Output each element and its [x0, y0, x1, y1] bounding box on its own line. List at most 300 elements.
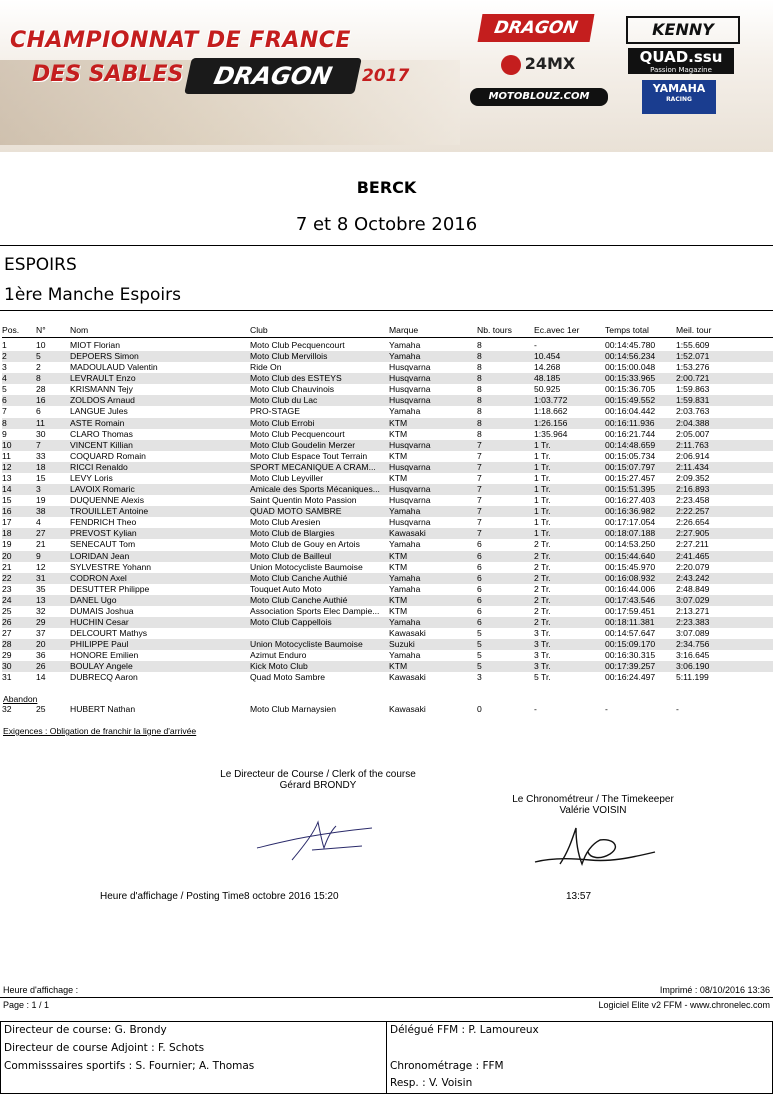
official-delegue: Délégué FFM : P. Lamoureux [390, 1024, 539, 1036]
cell-club: Kick Moto Club [250, 661, 308, 672]
cell-meilleur: 2:09.352 [676, 472, 710, 483]
cell-temps: 00:16:36.982 [605, 506, 656, 517]
cell-ecart: 1:35.964 [534, 428, 568, 439]
cell-club: Azimut Enduro [250, 650, 307, 661]
cell-ecart: 2 Tr. [534, 617, 551, 627]
cell-marque: Kawasaki [389, 672, 426, 683]
cell-tours: 8 [477, 406, 482, 417]
cell-nom: DESUTTER Philippe [70, 583, 150, 594]
cell-pos: 16 [2, 506, 12, 517]
cell-marque: Husqvarna [389, 517, 431, 528]
cell-tours: 6 [477, 617, 482, 627]
footer-page-number: Page : 1 / 1 [3, 1000, 50, 1010]
cell-ecart: 3 Tr. [534, 628, 551, 639]
cell-club: SPORT MECANIQUE A CRAM... [250, 461, 376, 472]
cell-nom: MIOT Florian [70, 340, 120, 350]
cell-marque: KTM [389, 472, 408, 483]
cell-pos: 22 [2, 572, 12, 583]
header-temps: Temps total [605, 325, 649, 335]
cell-meilleur: 2:20.079 [676, 561, 710, 572]
quad-logo-text: QUAD.ssu [639, 48, 723, 66]
cell-ecart: 2 Tr. [534, 561, 551, 572]
cell-pos: 6 [2, 395, 7, 406]
yamaha-logo [642, 80, 716, 114]
cell-pos: 13 [2, 472, 12, 483]
cell-club: Moto Club de Gouy en Artois [250, 539, 360, 550]
cell-num: 26 [36, 661, 46, 672]
table-row [2, 495, 773, 506]
cell-tours: 3 [477, 672, 482, 683]
cell-temps: 00:14:57.647 [605, 628, 656, 639]
footer-affichage: Heure d'affichage : [3, 985, 79, 995]
cell-temps: 00:16:04.442 [605, 406, 656, 417]
cell-num: 11 [36, 417, 45, 428]
table-row [2, 395, 773, 406]
table-row [2, 484, 773, 495]
cell-meilleur: 2:23.458 [676, 495, 710, 506]
banner-year: 2017 [362, 66, 410, 86]
cell-ecart: 1 Tr. [534, 439, 551, 450]
table-row [2, 539, 773, 550]
cell-tours: 8 [477, 428, 482, 439]
cell-num: 36 [36, 650, 46, 661]
cell-tours: 6 [477, 605, 482, 616]
cell-nom: DANEL Ugo [70, 594, 117, 605]
cell-pos: 5 [2, 384, 7, 395]
cell-pos: 27 [2, 628, 12, 639]
cell-temps: 00:17:43.546 [605, 594, 656, 605]
event-city: BERCK [356, 178, 417, 197]
cell-club: Ride On [250, 362, 282, 373]
official-resp: Resp. : V. Voisin [390, 1077, 473, 1089]
cell-tours: 7 [477, 495, 482, 506]
cell-pos: 1 [2, 340, 7, 350]
cell-tours: 6 [477, 539, 482, 550]
cell-nom: VINCENT Killian [70, 439, 133, 450]
cell-club: Moto Club de Bailleul [250, 550, 332, 561]
cell-marque: KTM [389, 594, 408, 605]
cell-temps: 00:17:17.054 [605, 517, 656, 528]
table-row [2, 362, 773, 373]
cell-pos: 7 [2, 406, 7, 417]
cell-marque: Yamaha [389, 340, 421, 350]
director-signature [252, 812, 382, 867]
banner-brand: DRAGON [184, 58, 362, 94]
cell-marque: KTM [389, 428, 408, 439]
cell-marque: Suzuki [389, 639, 415, 650]
cell-num: 16 [36, 395, 46, 406]
cell-club: Moto Club de Blargies [250, 528, 335, 539]
cell-num: 37 [36, 628, 46, 639]
cell-temps: 00:14:48.659 [605, 439, 656, 450]
cell-club: Moto Club Espace Tout Terrain [250, 450, 368, 461]
cell-temps: 00:16:27.403 [605, 495, 656, 506]
cell-tours: 8 [477, 395, 482, 406]
cell-temps: - [605, 704, 608, 714]
cell-temps: 00:16:08.932 [605, 572, 656, 583]
cell-num: 4 [36, 517, 41, 528]
cell-num: 7 [36, 439, 41, 450]
cell-nom: SYLVESTRE Yohann [70, 561, 152, 572]
cell-tours: 6 [477, 572, 482, 583]
cell-club: Association Sports Elec Dampie... [250, 605, 380, 616]
table-row [2, 351, 773, 362]
cell-tours: 7 [477, 528, 482, 539]
cell-meilleur: 1:53.276 [676, 362, 710, 373]
cell-ecart: - [534, 704, 537, 714]
cell-nom: DUMAIS Joshua [70, 605, 134, 616]
cell-club: Moto Club Chauvinois [250, 384, 335, 395]
cell-tours: 8 [477, 351, 482, 362]
cell-tours: 5 [477, 661, 482, 672]
cell-tours: 6 [477, 550, 482, 561]
cell-tours: 5 [477, 650, 482, 661]
table-row [2, 672, 773, 683]
cell-club: Moto Club Goudelin Merzer [250, 439, 356, 450]
cell-temps: 00:16:30.315 [605, 650, 656, 661]
director-block [190, 769, 446, 791]
cell-tours: 7 [477, 484, 482, 495]
cell-pos: 19 [2, 539, 12, 550]
cell-club: Moto Club Canche Authié [250, 594, 348, 605]
cell-tours: 7 [477, 517, 482, 528]
cell-club: Moto Club Cappellois [250, 617, 332, 627]
cell-meilleur: 2:11.434 [676, 461, 709, 472]
cell-meilleur: 3:07.029 [676, 594, 710, 605]
cell-pos: 8 [2, 417, 7, 428]
cell-club: Moto Club Aresien [250, 517, 321, 528]
cell-club: Moto Club Errobi [250, 417, 315, 428]
cell-meilleur: 2:04.388 [676, 417, 710, 428]
cell-meilleur: - [676, 704, 679, 714]
cell-nom: PREVOST Kylian [70, 528, 137, 539]
cell-tours: 5 [477, 628, 482, 639]
table-row [2, 451, 773, 462]
cell-temps: 00:15:49.552 [605, 395, 656, 406]
cell-temps: 00:14:56.234 [605, 351, 656, 362]
official-directeur: Directeur de course: G. Brondy [4, 1024, 167, 1036]
cell-ecart: 10.454 [534, 351, 561, 362]
cell-temps: 00:15:07.797 [605, 461, 656, 472]
cell-temps: 00:15:33.965 [605, 373, 656, 384]
table-row [2, 562, 773, 573]
cell-pos: 28 [2, 639, 12, 650]
posting-time: Heure d'affichage / Posting Time8 octobre 2016 15:20 [100, 891, 339, 902]
cell-nom: HUCHIN Cesar [70, 617, 129, 627]
cell-pos: 18 [2, 528, 12, 539]
cell-pos: 4 [2, 373, 7, 384]
header-tours: Nb. tours [477, 325, 512, 335]
cell-meilleur: 2:05.007 [676, 428, 710, 439]
race-title: 1ère Manche Espoirs [4, 285, 181, 305]
table-row [2, 551, 773, 562]
cell-ecart: 1 Tr. [534, 528, 551, 539]
cell-ecart: 2 Tr. [534, 594, 551, 605]
cell-ecart: 1 Tr. [534, 450, 551, 461]
cell-club: QUAD MOTO SAMBRE [250, 506, 342, 517]
abandon-title: Abandon [3, 694, 38, 704]
cell-ecart: 1 Tr. [534, 472, 551, 483]
cell-meilleur: 2:11.763 [676, 439, 709, 450]
cell-marque: Husqvarna [389, 439, 431, 450]
footer-printed-date: Imprimé : 08/10/2016 13:36 [659, 985, 770, 995]
cell-marque: KTM [389, 561, 408, 572]
cell-tours: 5 [477, 639, 482, 650]
cell-pos: 25 [2, 605, 12, 616]
cell-temps: 00:16:21.744 [605, 428, 656, 439]
cell-club: Moto Club Pecquencourt [250, 340, 345, 350]
timekeeper-block [488, 794, 698, 816]
cell-marque: Kawasaki [389, 704, 426, 714]
header-underline [2, 337, 773, 338]
cell-num: 28 [36, 384, 46, 395]
director-name: Gérard BRONDY [279, 780, 357, 791]
cell-num: 31 [36, 572, 46, 583]
table-row [2, 628, 773, 639]
cell-num: 9 [36, 550, 41, 561]
cell-pos: 12 [2, 461, 12, 472]
cell-pos: 17 [2, 517, 12, 528]
cell-pos: 14 [2, 484, 12, 495]
24mx-dot-icon [501, 55, 521, 75]
cell-temps: 00:15:36.705 [605, 384, 656, 395]
cell-tours: 8 [477, 362, 482, 373]
cell-nom: COQUARD Romain [70, 450, 146, 461]
cell-nom: LANGUE Jules [70, 406, 128, 417]
cell-pos: 21 [2, 561, 12, 572]
cell-nom: LEVY Loris [70, 472, 113, 483]
cell-nom: BOULAY Angele [70, 661, 133, 672]
cell-num: 2 [36, 362, 41, 373]
cell-meilleur: 5:11.199 [676, 672, 709, 683]
quad-logo [628, 48, 734, 74]
cell-club: Touquet Auto Moto [250, 583, 322, 594]
table-row [2, 462, 773, 473]
cell-meilleur: 2:48.849 [676, 583, 710, 594]
table-row [2, 661, 773, 672]
cell-temps: 00:15:27.457 [605, 472, 656, 483]
cell-tours: 8 [477, 417, 482, 428]
cell-meilleur: 2:27.211 [676, 539, 709, 550]
table-row [2, 373, 773, 384]
cell-temps: 00:18:11.381 [605, 617, 655, 627]
divider [0, 310, 773, 311]
cell-nom: DUQUENNE Alexis [70, 495, 145, 506]
cell-club: Moto Club du Lac [250, 395, 318, 406]
cell-temps: 00:17:39.257 [605, 661, 656, 672]
header-nom: Nom [70, 325, 89, 335]
cell-meilleur: 1:52.071 [676, 351, 710, 362]
cell-ecart: 48.185 [534, 373, 561, 384]
cell-nom: CODRON Axel [70, 572, 127, 583]
cell-club: Moto Club Marnaysien [250, 704, 336, 714]
cell-tours: 7 [477, 461, 482, 472]
cell-ecart: 5 Tr. [534, 672, 551, 683]
cell-temps: 00:15:51.395 [605, 484, 656, 495]
header-pos: Pos. [2, 325, 20, 335]
cell-num: 8 [36, 373, 41, 384]
cell-ecart: 3 Tr. [534, 650, 551, 661]
cell-pos: 31 [2, 672, 12, 683]
cell-nom: DUBRECQ Aaron [70, 672, 138, 683]
cell-marque: KTM [389, 605, 408, 616]
official-chronometrage: Chronométrage : FFM [390, 1060, 504, 1072]
cell-nom: RICCI Renaldo [70, 461, 128, 472]
cell-meilleur: 2:16.893 [676, 484, 710, 495]
cell-nom: HONORE Emilien [70, 650, 139, 661]
cell-meilleur: 2:22.257 [676, 506, 710, 517]
cell-marque: Husqvarna [389, 461, 431, 472]
cell-ecart: 1 Tr. [534, 506, 551, 517]
yamaha-logo-subtext: RACING [666, 96, 692, 103]
cell-pos: 11 [2, 450, 11, 461]
cell-temps: 00:15:45.970 [605, 561, 656, 572]
cell-meilleur: 2:26.654 [676, 517, 710, 528]
cell-ecart: 1:03.772 [534, 395, 568, 406]
header-club: Club [250, 325, 268, 335]
24mx-logo-text: 24MX [524, 54, 576, 73]
cell-nom: LAVOIX Romaric [70, 484, 135, 495]
cell-ecart: 1 Tr. [534, 484, 551, 495]
cell-temps: 00:15:00.048 [605, 362, 656, 373]
table-row [2, 517, 773, 528]
cell-num: 35 [36, 583, 46, 594]
cell-meilleur: 2:13.271 [676, 605, 710, 616]
category-title: ESPOIRS [4, 255, 77, 275]
cell-pos: 26 [2, 617, 12, 627]
divider [0, 245, 773, 246]
event-dates: 7 et 8 Octobre 2016 [295, 214, 478, 235]
cell-marque: Husqvarna [389, 384, 431, 395]
cell-tours: 6 [477, 561, 482, 572]
cell-num: 12 [36, 561, 46, 572]
cell-num: 15 [36, 472, 46, 483]
cell-tours: 7 [477, 450, 482, 461]
cell-temps: 00:15:44.640 [605, 550, 656, 561]
cell-ecart: 1 Tr. [534, 517, 551, 528]
cell-club: Moto Club Canche Authié [250, 572, 348, 583]
cell-marque: Husqvarna [389, 495, 431, 506]
cell-meilleur: 2:00.721 [676, 373, 710, 384]
header-ecart: Ec.avec 1er [534, 325, 580, 335]
event-banner [0, 0, 773, 152]
yamaha-logo-text: YAMAHA [652, 82, 706, 95]
footer-software: Logiciel Elite v2 FFM - www.chronelec.com [598, 1000, 770, 1010]
cell-temps: 00:17:59.451 [605, 605, 656, 616]
cell-tours: 7 [477, 506, 482, 517]
cell-marque: Yamaha [389, 583, 421, 594]
cell-temps: 00:14:53.250 [605, 539, 656, 550]
cell-marque: Husqvarna [389, 362, 431, 373]
cell-club: Union Motocycliste Baumoise [250, 561, 363, 572]
header-meilleur: Meil. tour [676, 325, 712, 335]
banner-title-line1: CHAMPIONNAT DE FRANCE [10, 28, 351, 53]
cell-nom: PHILIPPE Paul [70, 639, 129, 650]
cell-nom: MADOULAUD Valentin [70, 362, 158, 373]
cell-tours: 6 [477, 583, 482, 594]
cell-nom: DELCOURT Mathys [70, 628, 148, 639]
24mx-logo [486, 52, 590, 76]
cell-ecart: 3 Tr. [534, 639, 551, 650]
cell-marque: Husqvarna [389, 484, 431, 495]
cell-num: 18 [36, 461, 46, 472]
cell-ecart: 2 Tr. [534, 583, 551, 594]
cell-marque: Kawasaki [389, 528, 426, 539]
cell-club: Saint Quentin Moto Passion [250, 495, 357, 506]
cell-marque: Husqvarna [389, 373, 431, 384]
cell-meilleur: 2:03.763 [676, 406, 710, 417]
cell-num: 32 [36, 605, 46, 616]
table-row [2, 506, 773, 517]
cell-meilleur: 2:43.242 [676, 572, 710, 583]
cell-num: 33 [36, 450, 46, 461]
cell-ecart: 14.268 [534, 362, 561, 373]
cell-marque: Yamaha [389, 572, 421, 583]
cell-num: 13 [36, 594, 46, 605]
cell-marque: Kawasaki [389, 628, 426, 639]
cell-meilleur: 3:06.190 [676, 661, 710, 672]
cell-marque: Yamaha [389, 506, 421, 517]
table-row [2, 639, 773, 650]
cell-nom: FENDRICH Theo [70, 517, 137, 528]
cell-num: 29 [36, 617, 46, 627]
cell-meilleur: 1:59.831 [676, 395, 710, 406]
officials-divider [386, 1022, 387, 1093]
cell-pos: 24 [2, 594, 12, 605]
cell-num: 3 [36, 484, 41, 495]
cell-nom: SENECAUT Tom [70, 539, 136, 550]
cell-tours: 7 [477, 472, 482, 483]
header-num: N° [36, 325, 46, 335]
official-commissaires: Commisssaires sportifs : S. Fournier; A. Thomas [4, 1060, 255, 1072]
cell-club: PRO-STAGE [250, 406, 300, 417]
cell-num: 38 [36, 506, 46, 517]
cell-ecart: 1 Tr. [534, 495, 551, 506]
cell-ecart: - [534, 340, 537, 350]
cell-nom: DEPOERS Simon [70, 351, 139, 362]
cell-meilleur: 3:16.645 [676, 650, 710, 661]
cell-ecart: 1:26.156 [534, 417, 568, 428]
cell-num: 10 [36, 340, 46, 350]
cell-nom: ZOLDOS Arnaud [70, 395, 135, 406]
official-adjoint: Directeur de course Adjoint : F. Schots [4, 1042, 205, 1054]
posting-time-2: 13:57 [566, 891, 592, 902]
cell-meilleur: 2:06.914 [676, 450, 710, 461]
table-row [2, 584, 773, 595]
cell-tours: 8 [477, 373, 482, 384]
cell-meilleur: 2:23.383 [676, 617, 710, 627]
table-row [2, 340, 773, 351]
cell-marque: KTM [389, 417, 408, 428]
cell-marque: Yamaha [389, 539, 421, 550]
table-row [2, 528, 773, 539]
timekeeper-signature [530, 822, 660, 872]
cell-marque: Yamaha [389, 650, 421, 661]
timekeeper-name: Valérie VOISIN [559, 805, 627, 816]
cell-nom: ASTE Romain [70, 417, 125, 428]
cell-ecart: 3 Tr. [534, 661, 551, 672]
cell-meilleur: 2:34.756 [676, 639, 710, 650]
table-row [2, 418, 773, 429]
cell-pos: 3 [2, 362, 7, 373]
cell-ecart: 2 Tr. [534, 572, 551, 583]
cell-pos: 2 [2, 351, 7, 362]
timekeeper-title: Le Chronométreur / The Timekeeper [512, 794, 674, 805]
cell-temps: 00:16:24.497 [605, 672, 656, 683]
cell-ecart: 1 Tr. [534, 461, 551, 472]
cell-pos: 23 [2, 583, 12, 594]
cell-ecart: 50.925 [534, 384, 561, 395]
